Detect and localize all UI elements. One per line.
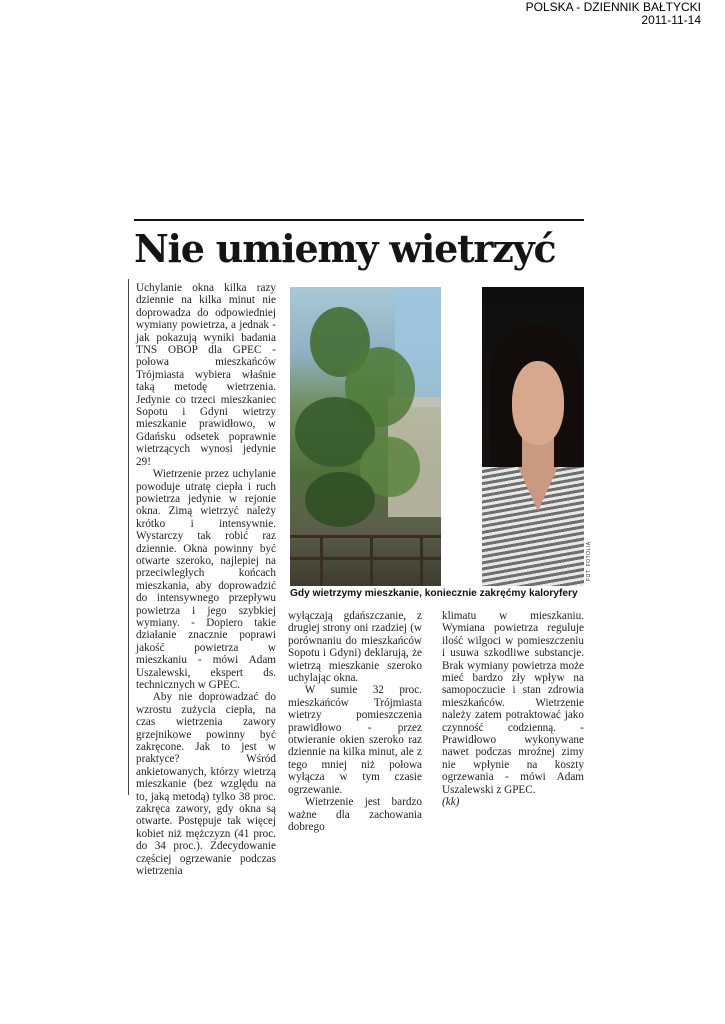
paragraph: klimatu w mieszkaniu. Wymiana powietrza reguluje ilość wilgoci w pomieszczeniu i usuwa szkodliwe substancje. Brak wymiany powietrza może mieć bardzo zły wpływ na samopoczucie i stan zdrowia mieszkańców. Wietrzenie należy zatem potraktować jako czynność codzienną. - Prawidłowo wykonywane nawet podczas mroźnej zimy nie wpłynie na koszty ogrzewania - mówi Adam Uszalewski z GPEC. xyxy=(442,610,584,796)
article-column-3 xyxy=(442,610,584,809)
paragraph: Aby nie doprowadzać do wzrostu zużycia ciepła, na czas wietrzenia zawory grzejnikowe powinny być zakręcone. Jak to jest w praktyce? Wśród ankietowanych, którzy wietrzą mieszkanie (bez względu na to, jaką metodą) tylko 38 proc. zakręca zawory, gdy okna są otwarte. Postępuje tak więcej kobiet niż mężczyzn (41 proc. do 34 proc.). Zdecydowanie częściej ogrzewanie podczas wietrzenia xyxy=(136,691,276,878)
paragraph: wyłączają gdańszczanie, z drugiej strony oni rzadziej (w porównaniu do mieszkańców Sopotu i Gdyni) deklarują, że wietrzą mieszkanie szeroko uchylając okna. xyxy=(288,610,422,685)
headline-rule xyxy=(134,219,584,221)
photo-caption: Gdy wietrzymy mieszkanie, koniecznie zakręćmy kaloryfery xyxy=(290,588,578,599)
publication-date: 2011-11-14 xyxy=(641,13,701,27)
article-column-2 xyxy=(288,610,422,833)
publication-name: POLSKA - DZIENNIK BAŁTYCKI xyxy=(525,0,701,14)
paragraph: Wietrzenie przez uchylanie powoduje utratę ciepła i ruch powietrza jedynie w rejonie okna. Zimą wietrzyć należy krótko i intensywnie. Wystarczy tak robić raz dziennie. Okna powinny być otwarte szeroko, najlepiej na przeciwległych końcach mieszkania, aby doprowadzić do intensywnego przepływu powietrza i jego szybkiej wymiany. - Dopiero takie działanie znacznie poprawi jakość powietrza w mieszkaniu - mówi Adam Uszalewski, ekspert ds. technicznych w GPEC. xyxy=(136,468,276,691)
article-headline: Nie umiemy wietrzyć xyxy=(134,226,556,271)
paragraph: Uchylanie okna kilka razy dziennie na kilka minut nie doprowadza do odpowiedniej wymiany powietrza, a jednak - jak pokazują wyniki badania TNS OBOP dla GPEC - połowa mieszkańców Trójmiasta wybiera właśnie taką metodę wietrzenia. Jedynie co trzeci mieszkaniec Sopotu i Gdyni wietrzy mieszkanie prawidłowo, w Gdańsku odsetek poprawnie wietrzących wynosi jedynie 29! xyxy=(136,282,276,468)
photo-credit: FOT. FOTOLIA xyxy=(586,541,592,581)
photo-window-plants xyxy=(290,287,441,586)
photo-woman-portrait xyxy=(482,287,584,586)
article xyxy=(128,219,592,878)
author-signature: (kk) xyxy=(442,796,460,809)
paragraph: Wietrzenie jest bardzo ważne dla zachowania dobrego xyxy=(288,796,422,833)
publication-header xyxy=(526,1,701,27)
article-column-1 xyxy=(136,282,276,878)
column-rule xyxy=(128,279,129,795)
paragraph: W sumie 32 proc. mieszkańców Trójmiasta wietrzy pomieszczenia prawidłowo - przez otwieranie okien szeroko raz dziennie na kilka minut, ale z tego mniej niż połowa wyłącza w tym czasie ogrzewanie. xyxy=(288,684,422,796)
